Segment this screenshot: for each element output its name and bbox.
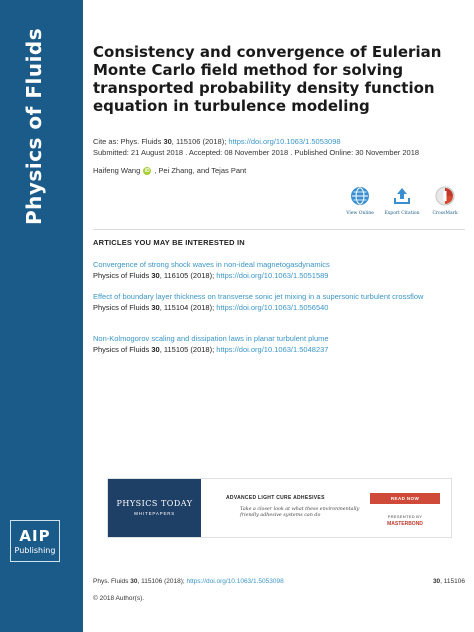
footer-doi-link[interactable]: https://doi.org/10.1063/1.5053098	[186, 578, 284, 585]
article-title: Consistency and convergence of Eulerian Monte Carlo field method for solving transported probability density function equation in turbulence modeling	[93, 43, 442, 115]
related-article-item	[93, 333, 465, 355]
cite-rest: , 115106 (2018);	[171, 137, 229, 146]
read-now-button[interactable]: READ NOW	[370, 493, 440, 504]
section-divider	[93, 229, 465, 230]
related-article-item	[93, 259, 465, 281]
related-volume: 30	[151, 303, 160, 312]
related-volume: 30	[151, 271, 160, 280]
ad-body: Take a closer look at what these environmentally friendly adhesive systems can do	[240, 507, 360, 518]
author-list	[93, 166, 246, 175]
doi-link[interactable]: https://doi.org/10.1063/1.5053098	[228, 137, 341, 146]
view-online-button[interactable]	[340, 186, 380, 216]
journal-name: Physics of Fluids	[22, 27, 46, 225]
related-journal: Physics of Fluids	[93, 303, 152, 312]
cite-line	[93, 136, 465, 147]
related-doi-link[interactable]: https://doi.org/10.1063/1.5056540	[216, 303, 329, 312]
related-articles-heading: ARTICLES YOU MAY BE INTERESTED IN	[93, 238, 245, 247]
ad-text	[226, 495, 366, 519]
crossmark-icon	[435, 186, 455, 206]
page-footer	[93, 578, 465, 585]
related-article-item	[93, 291, 465, 313]
related-rest: , 116105 (2018);	[159, 271, 217, 280]
ad-cta	[370, 493, 440, 527]
related-journal: Physics of Fluids	[93, 271, 152, 280]
journal-sidebar	[0, 0, 83, 632]
cite-volume: 30	[163, 137, 172, 146]
related-article-title-link[interactable]: Convergence of strong shock waves in non-ideal magnetogasdynamics	[93, 260, 330, 269]
publication-dates: Submitted: 21 August 2018 . Accepted: 08 November 2018 . Published Online: 30 November 2018	[93, 148, 420, 157]
aip-logo-text: AIP	[19, 527, 51, 545]
related-article-citation	[93, 302, 465, 313]
author-name[interactable]: Haifeng Wang	[93, 166, 141, 175]
related-rest: , 115104 (2018);	[159, 303, 217, 312]
ad-brand-sub: WHITEPAPERS	[133, 511, 176, 516]
sponsor-logo: MASTERBOND	[387, 521, 423, 527]
related-article-citation	[93, 270, 465, 281]
footer-page-ref	[433, 578, 465, 585]
globe-icon	[350, 186, 370, 206]
related-rest: , 115105 (2018);	[159, 345, 217, 354]
related-doi-link[interactable]: https://doi.org/10.1063/1.5051589	[216, 271, 329, 280]
crossmark-label: CrossMark	[432, 211, 458, 216]
footer-citation	[93, 578, 284, 585]
export-citation-label: Export Citation	[384, 211, 420, 216]
footer-page-volume: 30	[432, 578, 441, 585]
ad-brand: PHYSICS TODAY	[116, 499, 193, 508]
ad-presented-by: PRESENTED BY	[387, 514, 423, 519]
related-doi-link[interactable]: https://doi.org/10.1063/1.5048237	[216, 345, 329, 354]
related-journal: Physics of Fluids	[93, 345, 152, 354]
article-tools	[340, 186, 465, 222]
ad-brand-panel	[108, 479, 201, 537]
author-names-rest[interactable]: , Pei Zhang, and Tejas Pant	[154, 166, 247, 175]
crossmark-button[interactable]	[425, 186, 465, 216]
advertisement-banner[interactable]	[107, 478, 452, 538]
export-citation-icon	[392, 186, 412, 206]
export-citation-button[interactable]	[382, 186, 422, 216]
footer-volume: 30	[130, 578, 138, 585]
footer-journal: Phys. Fluids	[93, 578, 131, 585]
view-online-label: View Online	[346, 211, 374, 216]
orcid-icon[interactable]: iD	[144, 167, 150, 174]
related-article-title-link[interactable]: Non-Kolmogorov scaling and dissipation laws in planar turbulent plume	[93, 334, 329, 343]
publishing-logo-text: Publishing	[14, 546, 56, 555]
aip-publishing-logo[interactable]	[10, 520, 60, 562]
citation-block	[93, 136, 465, 158]
footer-page-number: , 115106	[440, 578, 465, 585]
related-volume: 30	[151, 345, 160, 354]
cite-prefix: Cite as: Phys. Fluids	[93, 137, 164, 146]
related-article-citation	[93, 344, 465, 355]
ad-headline: ADVANCED LIGHT CURE ADHESIVES	[226, 495, 325, 501]
footer-rest: , 115106 (2018);	[137, 578, 187, 585]
related-article-title-link[interactable]: Effect of boundary layer thickness on transverse sonic jet mixing in a supersonic turbulent crossflow	[93, 292, 424, 301]
copyright: © 2018 Author(s).	[93, 595, 145, 602]
